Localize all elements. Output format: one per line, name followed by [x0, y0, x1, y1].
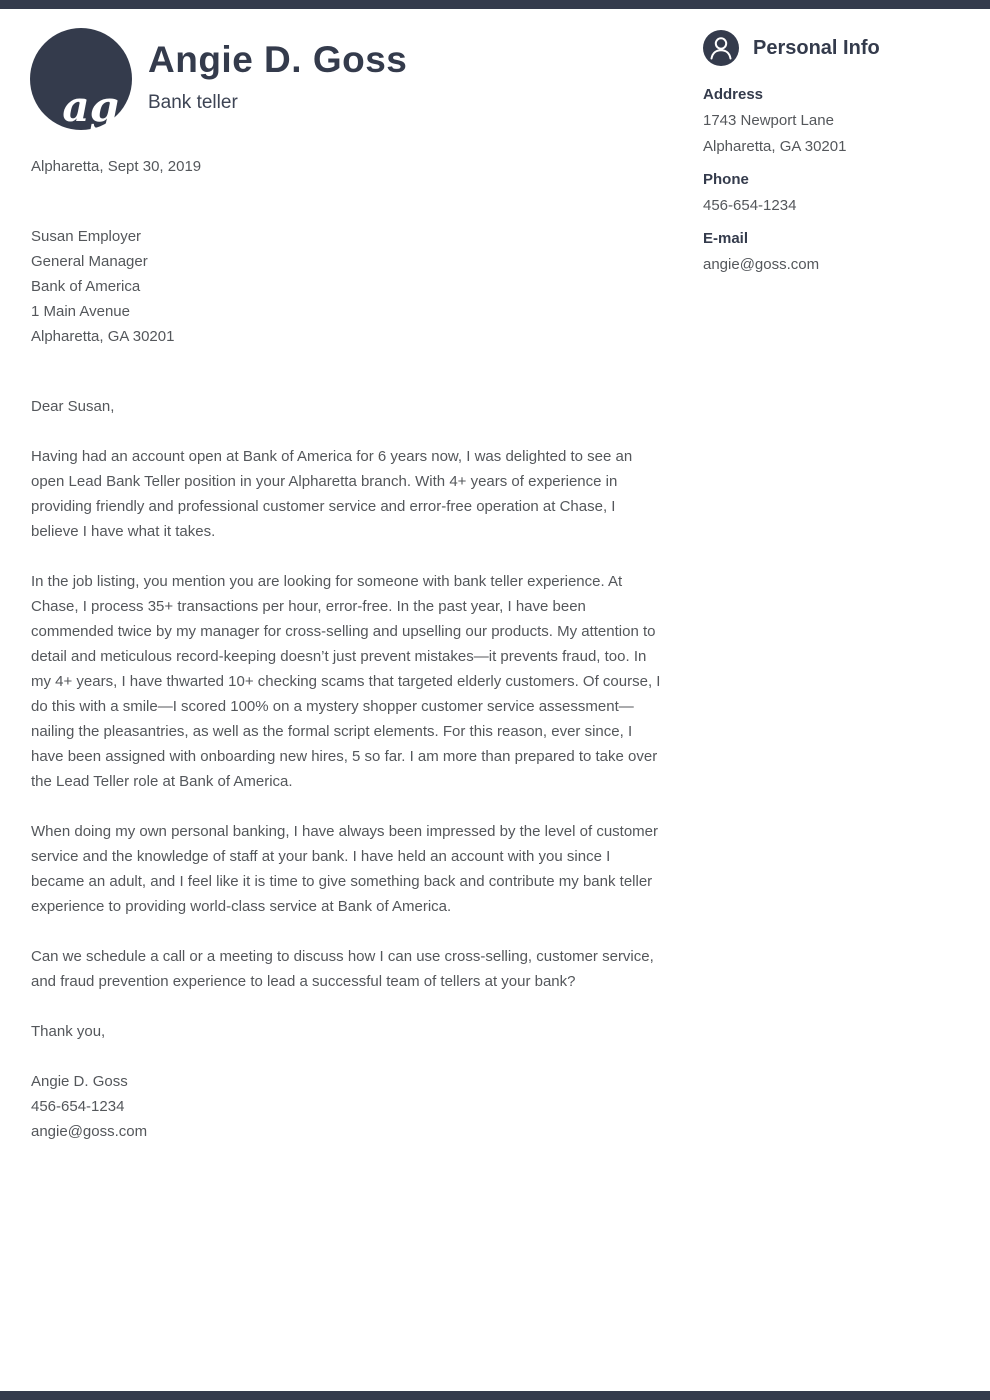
- signature-block: [31, 1069, 661, 1144]
- top-accent-bar: [0, 0, 990, 9]
- letter-paragraph: Can we schedule a call or a meeting to discuss how I can use cross-selling, customer service, and fraud prevention experience to lead a successful team of tellers at your bank?: [31, 948, 654, 990]
- letter-body: [31, 154, 661, 1144]
- recipient-line: Alpharetta, GA 30201: [31, 328, 175, 345]
- recipient-line: 1 Main Avenue: [31, 303, 130, 320]
- avatar: [30, 28, 132, 130]
- sidebar-field-value: 1743 Newport Lane: [703, 112, 834, 129]
- closing-line: Thank you,: [31, 1023, 106, 1040]
- letter-paragraph: In the job listing, you mention you are looking for someone with bank teller experience. At Chase, I process 35+ transactions per hour, error-free. In the past year, I have been commended twice by my manager for cross-selling and upselling our products. My attention to detail and meticulous record-keeping doesn’t just prevent mistakes—it prevents fraud, too. In my 4+ years, I have thwarted 10+ checking scams that targeted elderly customers. Of course, I do this with a smile—I scored 100% on a mystery shopper customer service assessment—nailing the pleasantries, as well as the formal script elements. For this reason, ever since, I have been assigned with onboarding new hires, 5 so far. I am more than prepared to take over the Lead Teller role at Bank of America.: [31, 573, 661, 790]
- person-icon: [703, 30, 739, 66]
- avatar-initials: ag: [62, 82, 119, 131]
- sidebar-field-label: Address: [703, 86, 764, 103]
- salutation: Dear Susan,: [31, 398, 115, 415]
- sidebar-header: [703, 30, 973, 66]
- recipient-line: Susan Employer: [31, 228, 142, 245]
- personal-info-sidebar: [703, 30, 973, 278]
- page-title-name: Angie D. Goss: [148, 39, 408, 80]
- sidebar-title: Personal Info: [753, 36, 880, 59]
- recipient-line: Bank of America: [31, 278, 141, 295]
- job-title: Bank teller: [148, 92, 238, 113]
- sidebar-field-label: Phone: [703, 171, 749, 188]
- date-line: Alpharetta, Sept 30, 2019: [31, 158, 202, 175]
- recipient-block: [31, 224, 661, 349]
- sidebar-sections: [703, 82, 973, 278]
- signature-line: 456-654-1234: [31, 1098, 125, 1115]
- sidebar-field-value: angie@goss.com: [703, 256, 820, 273]
- sidebar-field-label: E-mail: [703, 230, 749, 247]
- sidebar-field-value: Alpharetta, GA 30201: [703, 138, 847, 155]
- signature-line: Angie D. Goss: [31, 1073, 128, 1090]
- letter-paragraph: When doing my own personal banking, I have always been impressed by the level of customer service and the knowledge of staff at your bank. I have held an account with you since I became an adult, and I feel like it is time to give something back and contribute my bank teller experience to providing world-class service at Bank of America.: [31, 823, 659, 915]
- sidebar-field-value: 456-654-1234: [703, 197, 797, 214]
- letter-paragraph: Having had an account open at Bank of America for 6 years now, I was delighted to see an open Lead Bank Teller position in your Alpharetta branch. With 4+ years of experience in providing friendly and professional customer service and error-free operation at Chase, I believe I have what it takes.: [31, 448, 633, 540]
- letter-paragraphs: [31, 444, 661, 994]
- recipient-line: General Manager: [31, 253, 148, 270]
- bottom-accent-bar: [0, 1391, 990, 1400]
- signature-line: angie@goss.com: [31, 1123, 148, 1140]
